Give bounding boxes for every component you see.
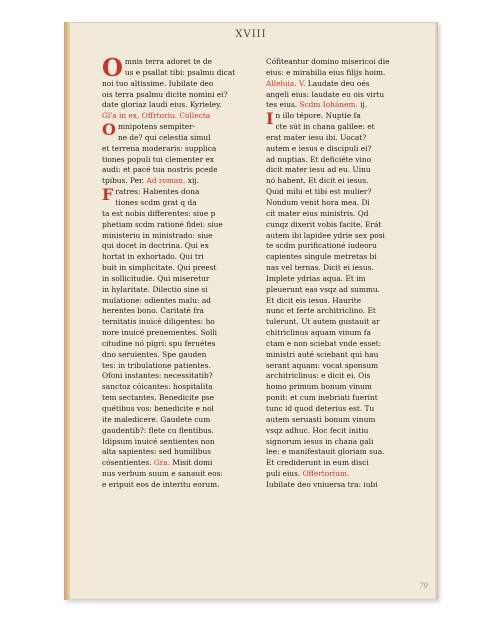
text-line: citudine nó pigri: spu feruétes bbox=[102, 338, 216, 348]
text-line: tem sectantes. Benedicite pse bbox=[102, 393, 215, 403]
leaf-edge-right bbox=[435, 22, 438, 600]
text-line: ternitatis inuicé diligentes: ho bbox=[102, 317, 215, 327]
text-line: gaudentib?: flete cu flentibus. bbox=[102, 425, 214, 435]
text-line: et terrena moderaris: supplica bbox=[102, 143, 217, 153]
text-line: noi tuo altissime. Iubilate deo bbox=[102, 78, 214, 88]
text-line: ministeriu in ministrado: siue bbox=[102, 230, 213, 240]
text-line: audi: et pacé tua nostris pcede bbox=[102, 165, 218, 175]
text-line: tpibus. Per. Ad roman. xij. bbox=[102, 176, 199, 186]
text-line: Omnis terra adoret te de bbox=[102, 53, 212, 82]
text-line: Nondum venit hora mea. Di bbox=[266, 197, 370, 207]
text-line: tiones populi tui clementer ex bbox=[102, 154, 215, 164]
text-line: signorum iesus in chana gali bbox=[266, 436, 374, 446]
text-line: alta sapientes: sed humilibus bbox=[102, 447, 212, 457]
text-line: phetiam scdm rationé fidei: siue bbox=[102, 219, 223, 229]
text-line: tiones scdm grat q da bbox=[115, 197, 197, 207]
text-line: nunc et ferte architriclino. Et bbox=[266, 306, 376, 316]
text-line: cunqz dixerit vobis facite. Erát bbox=[266, 219, 382, 229]
text-line: e eripuit eos de interitu eorum. bbox=[102, 479, 220, 489]
text-line: cte sút in chana galilee: et bbox=[275, 122, 375, 132]
text-line: ois terra psalmu dicite nomini ei? bbox=[102, 89, 228, 99]
text-line: angeli eius: laudate eu ois virtu bbox=[266, 89, 385, 99]
text-line: tulerunt. Ut autem gustauit ar bbox=[266, 317, 380, 327]
leaf-edge-left bbox=[64, 22, 70, 600]
text-line: capientes singule metretas bi bbox=[266, 252, 377, 262]
text-line: te scdm purificationé iudeoru bbox=[266, 241, 377, 251]
text-line: Et crediderunt in eum disci bbox=[266, 458, 369, 468]
text-line: ad nuptias. Et deficiéte vino bbox=[266, 154, 372, 164]
text-line: Fratres: Habentes dona bbox=[102, 185, 200, 205]
text-line: Ofoni instantes: necessitatib? bbox=[102, 371, 213, 381]
text-line: ponit: et cum inebriati fuerint bbox=[266, 393, 378, 403]
text-line: mulatione: odientes malu: ad bbox=[102, 295, 211, 305]
initial-letter: O bbox=[102, 53, 123, 82]
text-line: ne de? qui celestia simul bbox=[117, 132, 211, 142]
text-line: lee: e manifestauit gloriam sua. bbox=[266, 447, 385, 457]
text-line: ctam e non sciebat vnde esset: bbox=[266, 338, 382, 348]
text-line: nas vel ternas. Dicit ei iesus. bbox=[266, 263, 374, 273]
text-line: Cófiteantur domino misericoi die bbox=[266, 57, 390, 66]
text-line: dicit mater iesu ad eu. Uinu bbox=[266, 165, 371, 175]
text-line: erat mater iesu ibi. Uocat? bbox=[266, 132, 367, 142]
text-line: Omnipotens sempiter- bbox=[102, 120, 196, 140]
pencil-note: 79 bbox=[419, 582, 428, 590]
text-line: herentes bono. Caritaté fra bbox=[102, 306, 204, 316]
text-line: cósentientes. Gra. Misit domi bbox=[102, 458, 213, 468]
text-line: Et dicit eis iesus. Haurite bbox=[266, 295, 362, 305]
text-line: nó habent. Et dicit ei iesus. bbox=[266, 176, 369, 186]
text-line: buit in simplicitate. Qui preest bbox=[102, 263, 217, 273]
text-line: in hylaritate. Dilectio sine si bbox=[102, 284, 208, 294]
text-line: nore inuicé preuenientes. Solli bbox=[102, 328, 218, 338]
text-line: Implete ydrias aqua. Et im bbox=[266, 273, 366, 283]
initial-letter: F bbox=[102, 185, 114, 205]
text-line: tes eius. Scdm Iohánem. ij. bbox=[266, 100, 368, 110]
text-line: in sollicitudie. Qui miseretur bbox=[102, 273, 210, 283]
text-line: chitriclinus aquam vinum fa bbox=[266, 328, 371, 338]
text-line: us e psallat tibi: psalmu dicat bbox=[124, 67, 236, 77]
text-line: ministri auté sciebant qui hau bbox=[266, 349, 379, 359]
folio-number: XVIII bbox=[235, 29, 267, 40]
text-line: date gloriaz laudi eius. Kyrieley. bbox=[102, 100, 222, 110]
text-line: qui docet in doctrina. Qui ex bbox=[102, 241, 209, 251]
text-column-left bbox=[102, 53, 259, 491]
text-line: autem e iesus e discipuli ei? bbox=[266, 143, 372, 153]
text-line: quétibus vos: benedicite e nol bbox=[102, 404, 214, 413]
initial-letter: O bbox=[102, 120, 116, 140]
text-line: Quid mihi et tibi est mulier? bbox=[266, 187, 372, 197]
text-line: tes: in tribulatione patientes. bbox=[102, 360, 211, 370]
text-line: homo primum bonum vinum bbox=[266, 382, 372, 392]
initial-letter: I bbox=[266, 109, 274, 129]
text-line: Alleluia. V. Laudate deu oés bbox=[266, 78, 370, 88]
text-line: Idipsum inuicé sentientes non bbox=[102, 436, 215, 446]
text-line: Iubilate deo vniuersa tra: iubi bbox=[266, 479, 378, 489]
text-line: serant aquam: vocat sponsum bbox=[266, 360, 379, 370]
text-line: In illo tépore. Nuptie fa bbox=[266, 109, 361, 129]
text-line: dno seruientes. Spe gauden bbox=[102, 349, 207, 359]
rubric-line: Gl'a in ex. Offrtoriu. Collecta bbox=[102, 111, 211, 121]
text-line: eius: e mirabilia eius filijs hoim. bbox=[266, 67, 386, 77]
text-line: puli eius. Offertorium. bbox=[266, 469, 350, 479]
text-line: cit mater eius ministris. Qd bbox=[266, 208, 369, 218]
text-line: pleuerunt eas vsqz ad summu. bbox=[266, 284, 381, 294]
text-line: nus verbum suum e sanauit eos: bbox=[102, 469, 223, 479]
text-line: sanctoz cóicantes: hospitalita bbox=[102, 382, 213, 392]
text-line: ta est nobis differentes: siue p bbox=[102, 208, 216, 218]
text-line: tunc id quod deterius est. Tu bbox=[266, 404, 375, 413]
text-column-right bbox=[266, 57, 423, 491]
text-line: autem ibi lapidee ydrie sex posi bbox=[266, 230, 385, 240]
text-line: architriclinus: e dicit ei. Ois bbox=[266, 371, 371, 381]
text-line: autem seruasti bonum vinum bbox=[266, 414, 376, 424]
text-line: ite maledicere. Gaudete cum bbox=[102, 414, 211, 424]
manuscript-leaf bbox=[64, 22, 438, 600]
text-line: hortat in exhortado. Qui tri bbox=[102, 252, 204, 262]
text-line: vsqz adhuc. Hoc fecit initiu bbox=[266, 425, 369, 435]
